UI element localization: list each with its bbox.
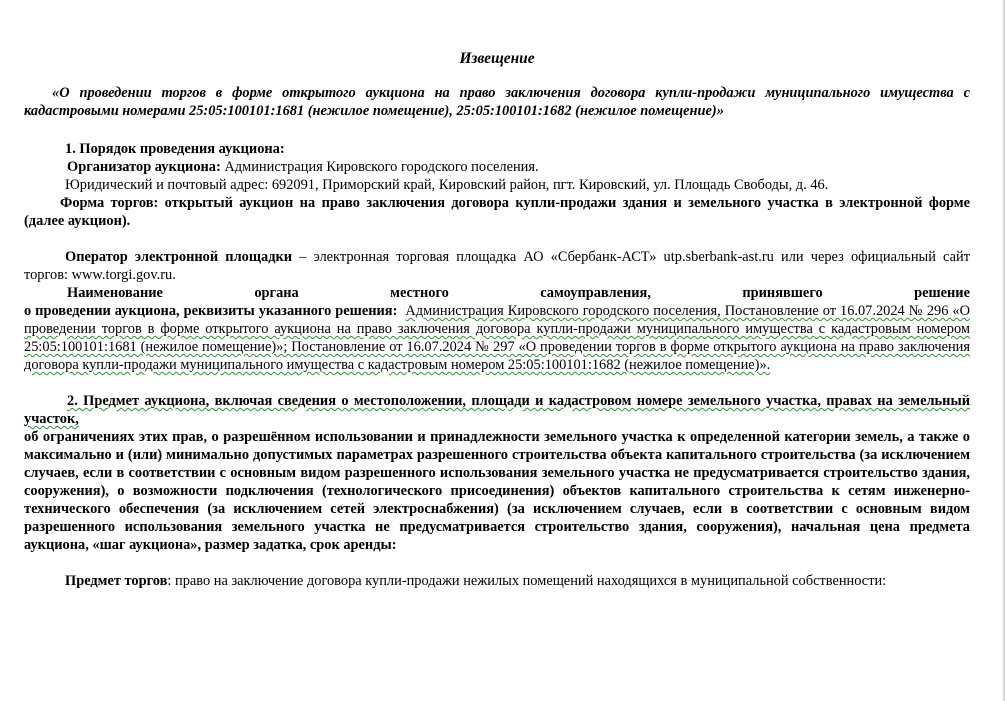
- subject-value: : право на заключение договора купли-продажи нежилых помещений находящихся в муниципальной собственности:: [167, 573, 887, 589]
- subject-line: [24, 572, 970, 590]
- document-body: [24, 50, 970, 590]
- document-subtitle: «О проведении торгов в форме открытого аукциона на право заключения договора купли-продажи муниципального имущества с кадастровыми номерами 25:05:100101:1681 (нежилое помещение), 25:05:100101:1682 (нежилое помещение)»: [24, 85, 970, 119]
- subject-label: Предмет торгов: [65, 573, 168, 589]
- section2-body: об ограничениях этих прав, о разрешённом использовании и принадлежности земельного участка к определенной категории земель, а также о максимально и (или) минимально допустимых параметрах разрешенного строительства объекта капитального строительства (за исключением случаев, если в соответствии с основным видом разрешенного использования земельного участка не предусматривается строительство здания, сооружения), о возможности подключения (технологического присоединения) объектов капитального строительства к сетям инженерно-технического обеспечения (за исключением сетей электроснабжения) (за исключением случаев, если в соответствии с основным видом разрешенного использования земельного участка не предусматривается строительство здания, сооружения), начальная цена предмета аукциона, «шаг аукциона», размер задатка, срок аренды:: [24, 429, 970, 553]
- operator-value: – электронная торговая площадка АО «Сбербанк-АСТ» utp.sberbank-ast.ru или через официальный сайт торгов: www.torgi.gov.ru.: [24, 249, 970, 283]
- section2-heading: 2. Предмет аукциона, включая сведения о местоположении, площади и кадастровом номере земельного участка, правах на земельный участок,: [24, 393, 970, 427]
- operator-label: Оператор электронной площадки: [65, 249, 293, 265]
- body-decision: [24, 302, 970, 374]
- spacer: [24, 230, 970, 248]
- organizer-line: [24, 158, 970, 176]
- auction-form: Форма торгов: открытый аукцион на право заключения договора купли-продажи здания и земельного участка в электронной форме (далее аукцион).: [24, 195, 970, 229]
- organizer-label: Организатор аукциона:: [67, 159, 221, 175]
- spacer: [24, 554, 970, 572]
- document-title: Извещение: [459, 50, 535, 67]
- section1-heading: 1. Порядок проведения аукциона:: [65, 141, 285, 157]
- address-line: Юридический и почтовый адрес: 692091, Приморский край, Кировский район, пгт. Кировский, ул. Площадь Свободы, д. 46.: [65, 177, 829, 193]
- organizer-value: Администрация Кировского городского поселения.: [220, 159, 539, 175]
- body-label-line1: Наименование органа местного самоуправления, принявшего решение: [67, 285, 970, 301]
- body-label-line2: о проведении аукциона, реквизиты указанного решения:: [24, 303, 398, 319]
- operator-line: [24, 248, 970, 284]
- spacer: [24, 374, 970, 392]
- decision-details: Администрация Кировского городского поселения, Постановление от 16.07.2024 № 296 «О проведении торгов в форме открытого аукциона на право заключения договора купли-продажи муниципального имущества с кадастровым номером 25:05:100101:1681 (нежилое помещение)»; Постановление от 16.07.2024 № 297 «О проведении торгов в форме открытого аукциона на право заключения договора купли-продажи муниципального имущества с кадастровым номером 25:05:100101:1682 (нежилое помещение)».: [24, 303, 970, 373]
